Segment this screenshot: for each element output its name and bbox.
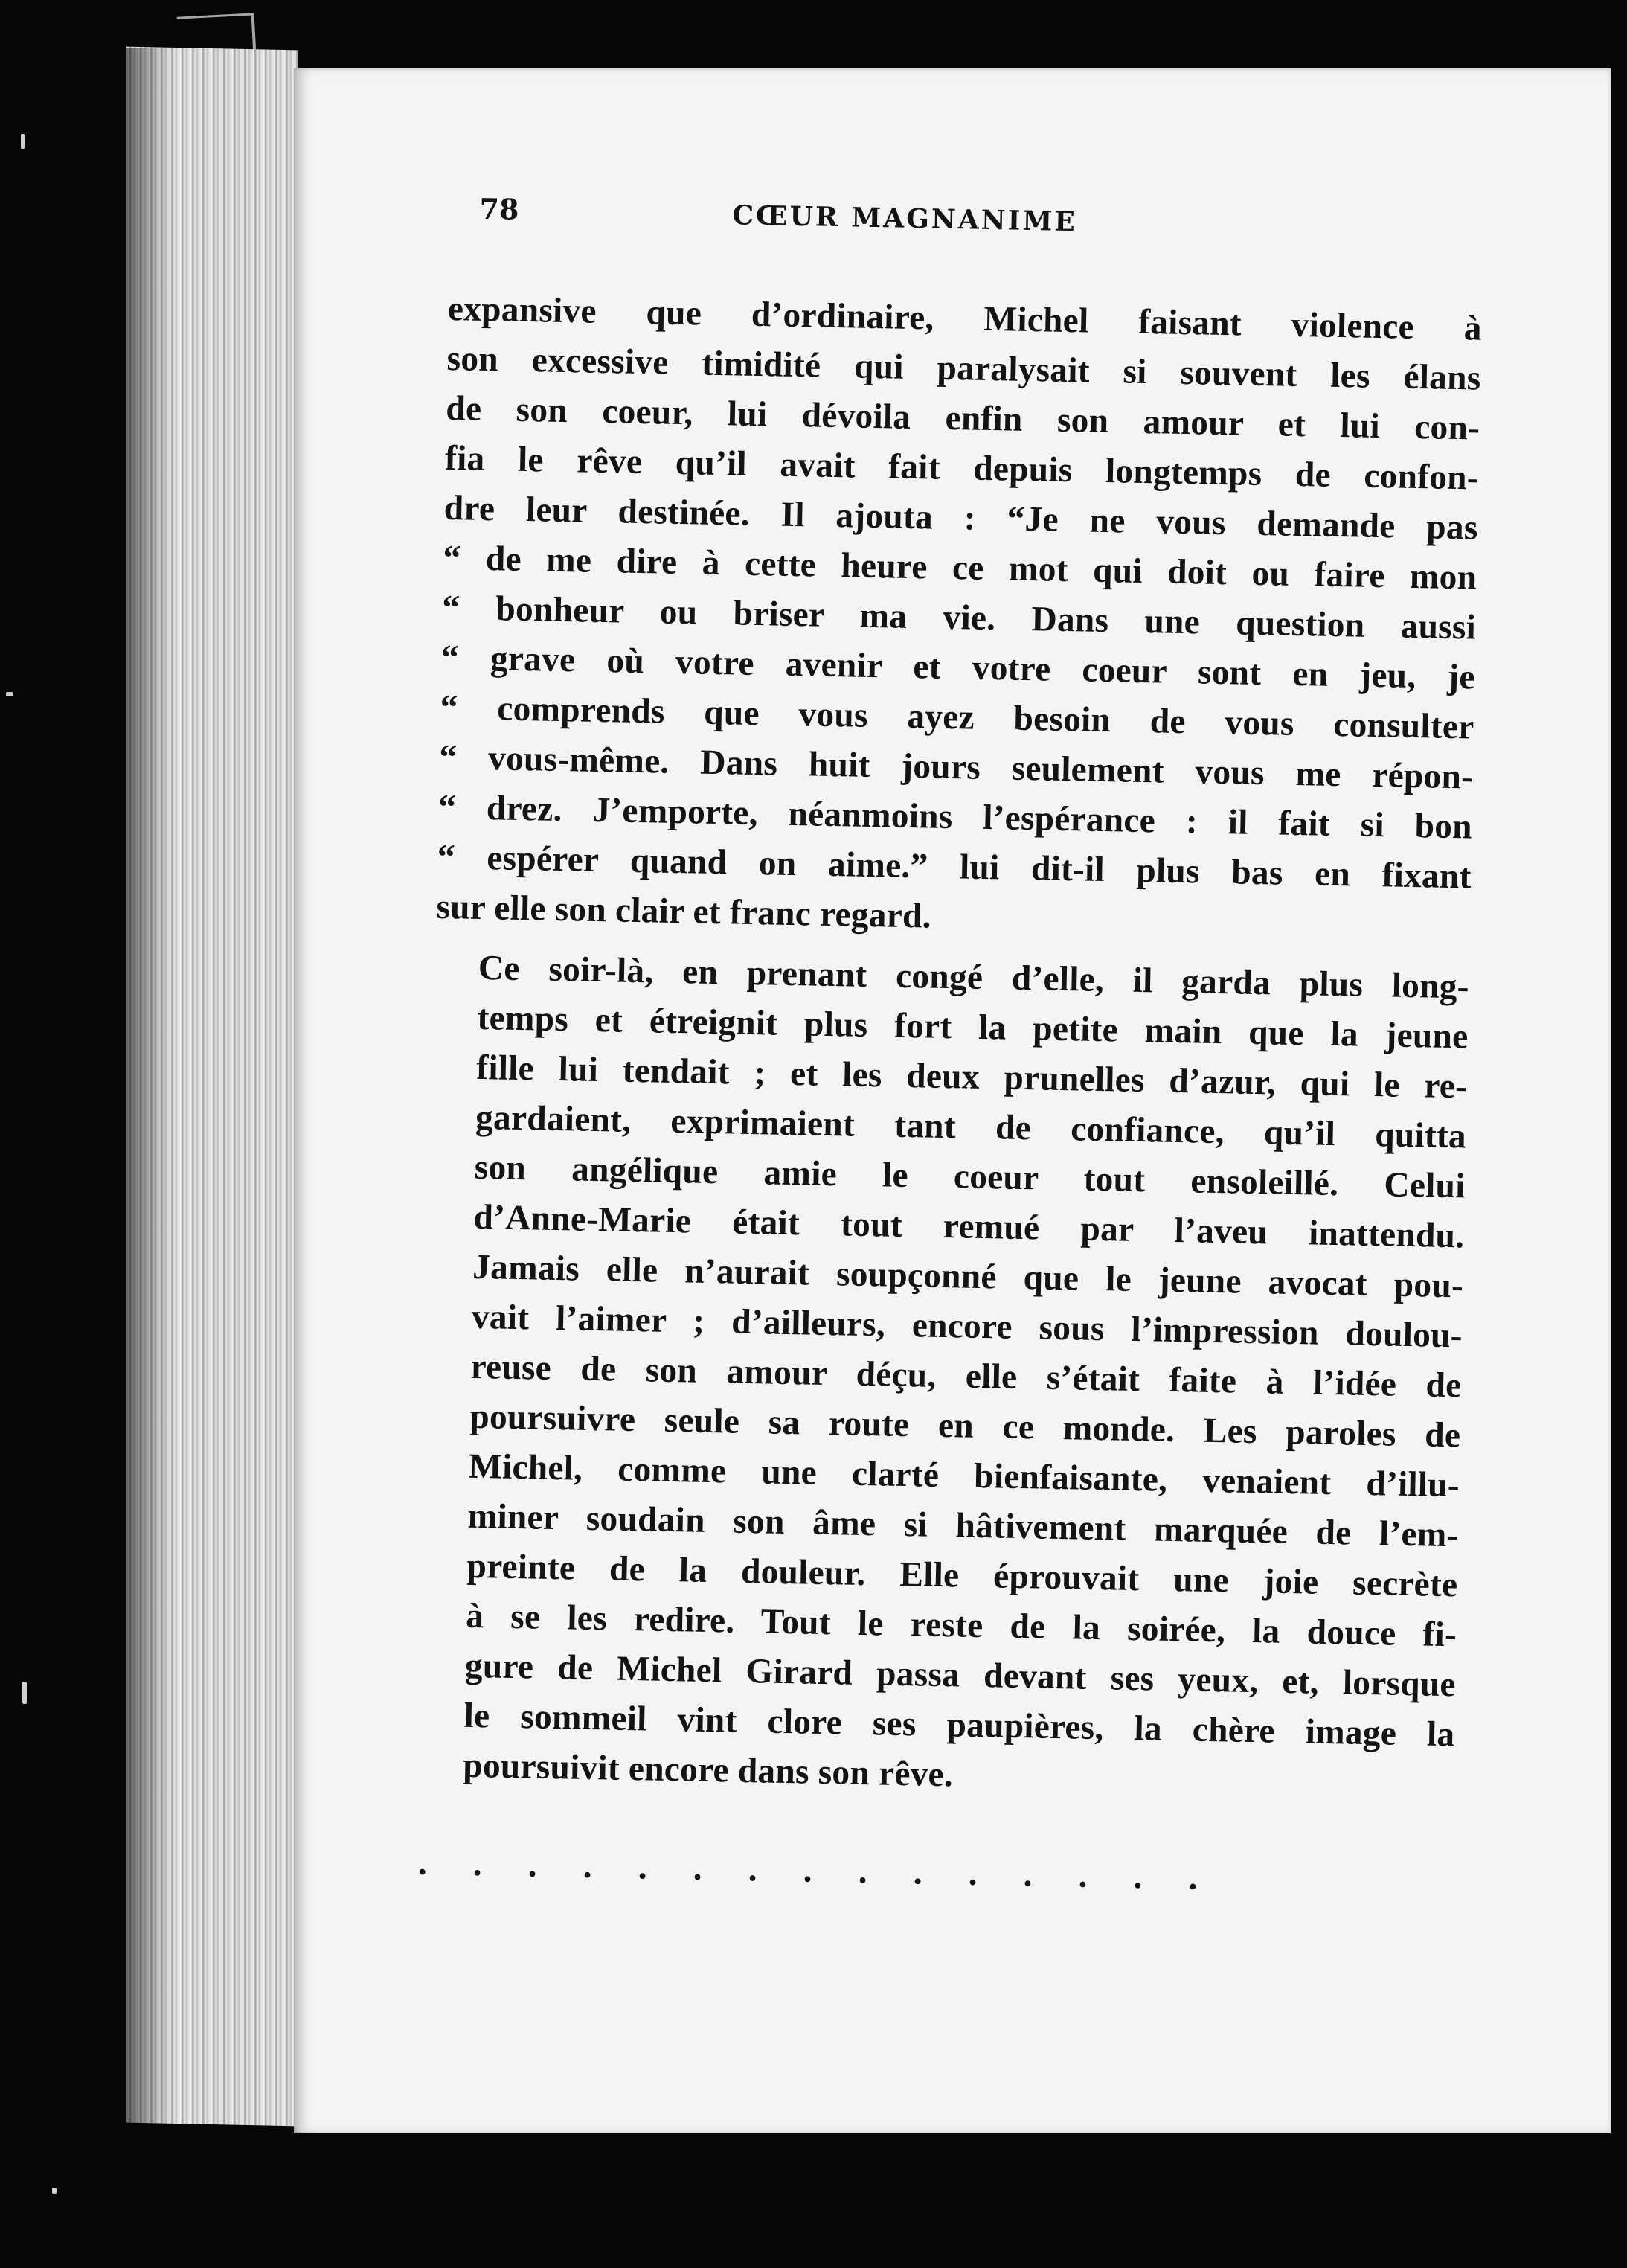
text-line: le sommeil vint clore ses paupières, la chère image la bbox=[463, 1696, 1455, 1755]
text-line: gardaient, exprimaient tant de confiance, qu’il quitta bbox=[475, 1098, 1467, 1156]
text-line: reuse de son amour déçu, elle s’était faite à l’idée de bbox=[470, 1347, 1462, 1406]
text-line: poursuivit encore dans son rêve. bbox=[462, 1746, 954, 1795]
scan-speck bbox=[21, 134, 25, 149]
text-line: expansive que d’ordinaire, Michel faisant violence à bbox=[447, 289, 1483, 348]
text-line: dre leur destinée. Il ajouta : “Je ne vous demande pas bbox=[443, 488, 1479, 548]
text-line: d’Anne-Marie était tout remué par l’aveu inattendu. bbox=[473, 1197, 1465, 1256]
text-line: “ de me dire à cette heure ce mot qui doit ou faire mon bbox=[443, 538, 1477, 598]
text-line: fia le rêve qu’il avait fait depuis longtemps de confon- bbox=[444, 438, 1480, 498]
text-line: Jamais elle n’aurait soupçonné que le jeune avocat pou- bbox=[472, 1247, 1464, 1306]
page-content bbox=[417, 191, 1483, 1903]
paragraph bbox=[436, 284, 1482, 952]
text-line: miner soudain son âme si hâtivement marquée de l’em- bbox=[467, 1496, 1460, 1555]
running-title: CŒUR MAGNANIME bbox=[732, 199, 1078, 238]
text-line: fille lui tendait ; et les deux prunelles d’azur, qui le re- bbox=[475, 1048, 1468, 1106]
text-line: Michel, comme une clarté bienfaisante, venaient d’illu- bbox=[468, 1447, 1460, 1505]
page-header bbox=[449, 191, 1484, 263]
scan-speck bbox=[6, 692, 13, 696]
paragraph bbox=[420, 943, 1470, 1810]
text-line: vait l’aimer ; d’ailleurs, encore sous l’impression doulou- bbox=[471, 1297, 1463, 1356]
text-line: sur elle son clair et franc regard. bbox=[436, 887, 932, 936]
page-edges-shadow bbox=[126, 48, 171, 2124]
text-line: “ grave où votre avenir et votre coeur sont en jeu, je bbox=[440, 638, 1476, 697]
body-text bbox=[420, 284, 1483, 1810]
text-line: son excessive timidité qui paralysait si souvent les élans bbox=[446, 339, 1481, 398]
book-page bbox=[294, 68, 1611, 2133]
text-line: son angélique amie le coeur tout ensoleillé. Celui bbox=[474, 1147, 1466, 1206]
scan-speck bbox=[52, 2188, 57, 2194]
text-line: “ comprends que vous ayez besoin de vous consulter bbox=[440, 688, 1474, 747]
text-line: preinte de la douleur. Elle éprouvait une joie secrète bbox=[466, 1546, 1458, 1605]
text-line: “ espérer quand on aime.” lui dit-il plus bas en fixant bbox=[437, 837, 1472, 897]
page-number: 78 bbox=[479, 191, 519, 226]
text-line: à se les redire. Tout le reste de la soirée, la douce fi- bbox=[465, 1596, 1457, 1655]
scan-speck bbox=[22, 1682, 27, 1704]
text-line: Ce soir-là, en prenant congé d’elle, il garda plus long- bbox=[478, 948, 1470, 1007]
text-line: poursuivre seule sa route en ce monde. Les paroles de bbox=[469, 1397, 1461, 1455]
text-line: temps et étreignit plus fort la petite main que la jeune bbox=[477, 998, 1469, 1057]
text-line: gure de Michel Girard passa devant ses yeux, et, lorsque bbox=[464, 1646, 1457, 1705]
text-line: “ vous-même. Dans huit jours seulement vous me répon- bbox=[438, 737, 1474, 797]
text-line: “ bonheur ou briser ma vie. Dans une question aussi bbox=[441, 588, 1477, 647]
text-line: “ drez. J’emporte, néanmoins l’espérance : il fait si bon bbox=[437, 787, 1473, 847]
text-line: de son coeur, lui dévoila enfin son amour et lui con- bbox=[445, 388, 1480, 448]
section-separator: ............... bbox=[417, 1842, 1245, 1898]
